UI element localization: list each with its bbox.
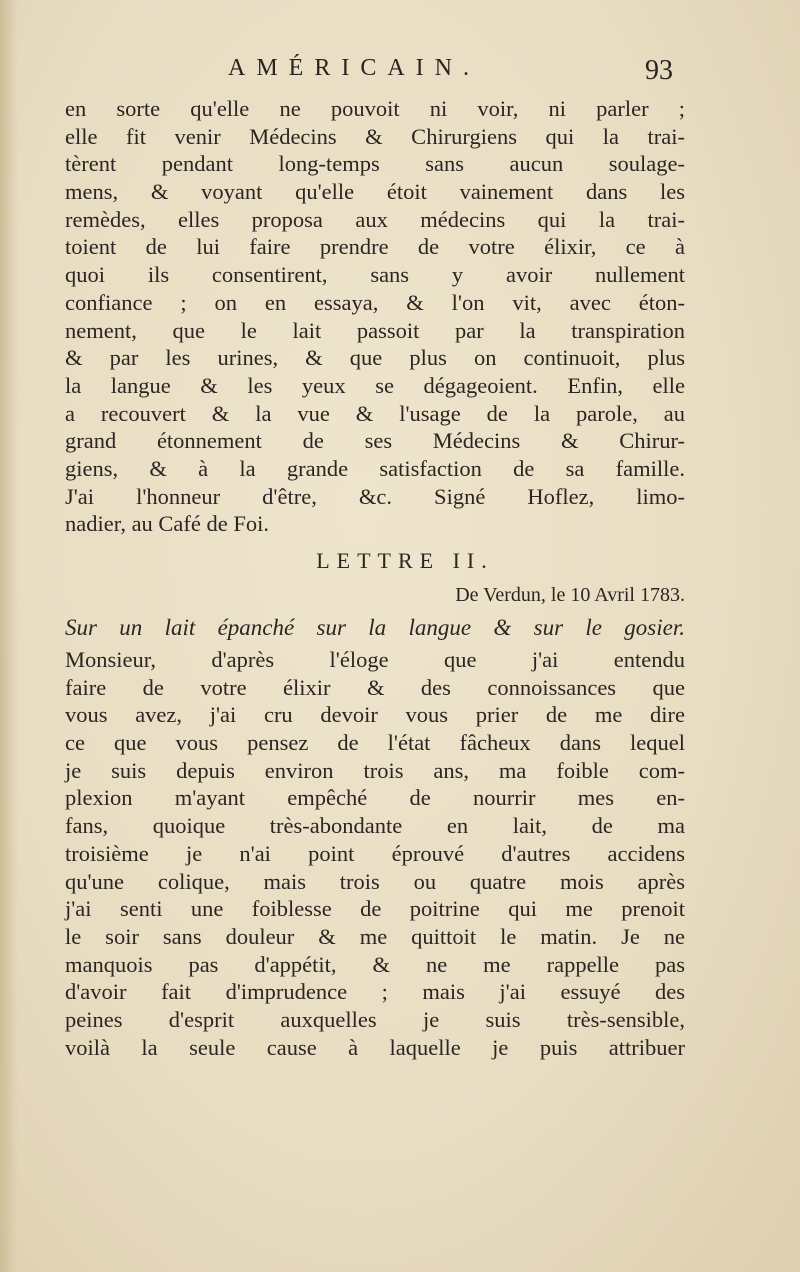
- dateline: De Verdun, le 10 Avril 1783.: [455, 584, 685, 606]
- text-line: vous avez, j'ai cru devoir vous prier de me dire: [65, 702, 685, 728]
- page-gutter-shadow: [0, 0, 18, 1272]
- text-line: giens, & à la grande satisfaction de sa famille.: [65, 455, 685, 481]
- text-line: elle fit venir Médecins & Chirurgiens qui la trai-: [65, 123, 685, 149]
- paragraph-2: [65, 646, 685, 1061]
- text-line: grand étonnement de ses Médecins & Chirur-: [65, 428, 685, 454]
- text-line: nement, que le lait passoit par la transpiration: [65, 317, 685, 343]
- text-line: remèdes, elles proposa aux médecins qui la trai-: [65, 206, 685, 232]
- body-text: [65, 95, 685, 1061]
- text-line: & par les urines, & que plus on continuoit, plus: [65, 345, 685, 371]
- text-line: mens, & voyant qu'elle étoit vainement dans les: [65, 179, 685, 205]
- text-line: nadier, au Café de Foi.: [65, 511, 270, 537]
- paragraph-1: [65, 95, 685, 538]
- text-line: d'avoir fait d'imprudence ; mais j'ai essuyé des: [65, 979, 685, 1005]
- text-line: qu'une colique, mais trois ou quatre mois après: [65, 868, 685, 894]
- letter-subtitle: Sur un lait épanché sur la langue & sur le gosier.: [65, 615, 685, 640]
- text-line: a recouvert & la vue & l'usage de la parole, au: [65, 400, 685, 426]
- text-line: troisième je n'ai point éprouvé d'autres accidens: [65, 840, 685, 866]
- text-line: plexion m'ayant empêché de nourrir mes en-: [65, 785, 685, 811]
- letter-heading: LETTRE II.: [316, 548, 494, 573]
- text-line: manquois pas d'appétit, & ne me rappelle pas: [65, 951, 685, 977]
- text-line: j'ai senti une foiblesse de poitrine qui me prenoit: [65, 896, 685, 922]
- running-head: AMÉRICAIN.: [228, 55, 480, 81]
- text-line: tèrent pendant long-temps sans aucun soulage-: [65, 151, 685, 177]
- page-number: 93: [645, 55, 673, 86]
- text-line: en sorte qu'elle ne pouvoit ni voir, ni parler ;: [65, 96, 685, 121]
- text-line: je suis depuis environ trois ans, ma foible com-: [65, 757, 685, 783]
- text-line: faire de votre élixir & des connoissances que: [65, 674, 685, 700]
- page-header: [0, 55, 800, 95]
- text-line: J'ai l'honneur d'être, &c. Signé Hoflez, limo-: [65, 483, 685, 509]
- text-line: Monsieur, d'après l'éloge que j'ai entendu: [65, 647, 685, 672]
- text-line: quoi ils consentirent, sans y avoir nullement: [65, 262, 685, 288]
- text-line: peines d'esprit auxquelles je suis très-sensible,: [65, 1006, 685, 1032]
- text-line: fans, quoique très-abondante en lait, de ma: [65, 813, 685, 839]
- text-line: la langue & les yeux se dégageoient. Enfin, elle: [65, 372, 685, 398]
- text-line: confiance ; on en essaya, & l'on vit, avec éton-: [65, 289, 685, 315]
- text-line: ce que vous pensez de l'état fâcheux dans lequel: [65, 730, 685, 756]
- text-line: le soir sans douleur & me quittoit le matin. Je ne: [65, 923, 685, 949]
- text-line: voilà la seule cause à laquelle je puis attribuer: [65, 1034, 685, 1060]
- text-line: toient de lui faire prendre de votre élixir, ce à: [65, 234, 685, 260]
